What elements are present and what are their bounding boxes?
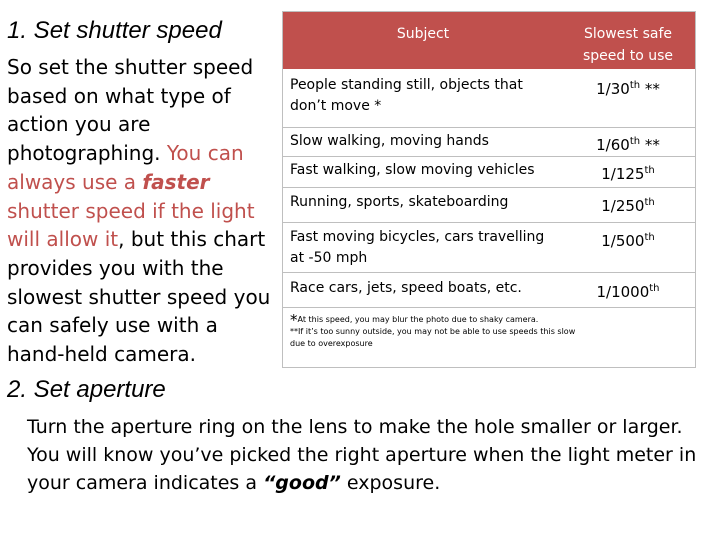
shutter-speed-table <box>282 11 696 368</box>
row-subject: Running, sports, skateboarding <box>290 194 509 210</box>
heading-shutter-speed: 1. Set shutter speed <box>7 17 222 44</box>
intro-highlight-start: You can always use a <box>7 141 244 194</box>
table-row <box>283 69 695 128</box>
intro-text-end: , but this chart provides you with the slowest shutter speed you can safely use with a hand-held camera. <box>7 227 271 367</box>
footnote-shaky-camera <box>290 311 580 329</box>
header-subject: Subject <box>396 26 450 42</box>
aperture-text-end: exposure. <box>340 472 441 494</box>
table-footnotes <box>290 311 580 350</box>
row-speed: 1/60th ** <box>596 136 660 154</box>
table-row <box>283 272 695 308</box>
aperture-explanation <box>27 413 697 497</box>
row-speed: 1/250th <box>601 197 655 215</box>
row-speed: 1/1000th <box>596 283 660 301</box>
header-slowest-speed: Slowest safe speed to use <box>582 26 674 64</box>
row-subject: Race cars, jets, speed boats, etc. <box>290 280 522 296</box>
table-row <box>283 222 695 273</box>
footnote-text: At this speed, you may blur the photo due to shaky camera. <box>297 315 539 324</box>
row-subject: Fast walking, slow moving vehicles <box>290 162 535 178</box>
footnote-star: * <box>290 311 298 329</box>
table-row <box>283 187 695 223</box>
row-speed: 1/500th <box>601 232 655 250</box>
row-speed: 1/30th ** <box>596 80 660 98</box>
row-subject: People standing still, objects that don’t move * <box>290 77 523 114</box>
table-row <box>283 127 695 157</box>
row-speed: 1/125th <box>601 165 655 183</box>
intro-emphasis-word: faster <box>142 169 210 194</box>
footnote-overexposure: **If it’s too sunny outside, you may not be able to use speeds this slow due to overexposure <box>290 327 576 348</box>
aperture-text: Turn the aperture ring on the lens to make the hole smaller or larger. You will know you’ve picked the right aperture when the light meter in your camera indicates a <box>27 416 697 494</box>
aperture-emphasis: “good” <box>263 472 341 494</box>
shutter-speed-explanation <box>7 53 275 369</box>
heading-aperture: 2. Set aperture <box>7 376 166 403</box>
table-header <box>283 12 695 69</box>
intro-highlight-end: shutter speed if the light will allow it <box>7 198 255 252</box>
row-subject: Fast moving bicycles, cars travelling at -50 mph <box>290 229 545 266</box>
intro-text: So set the shutter speed based on what type of action you are photographing. <box>7 55 254 166</box>
table-row <box>283 156 695 188</box>
row-subject: Slow walking, moving hands <box>290 133 489 149</box>
